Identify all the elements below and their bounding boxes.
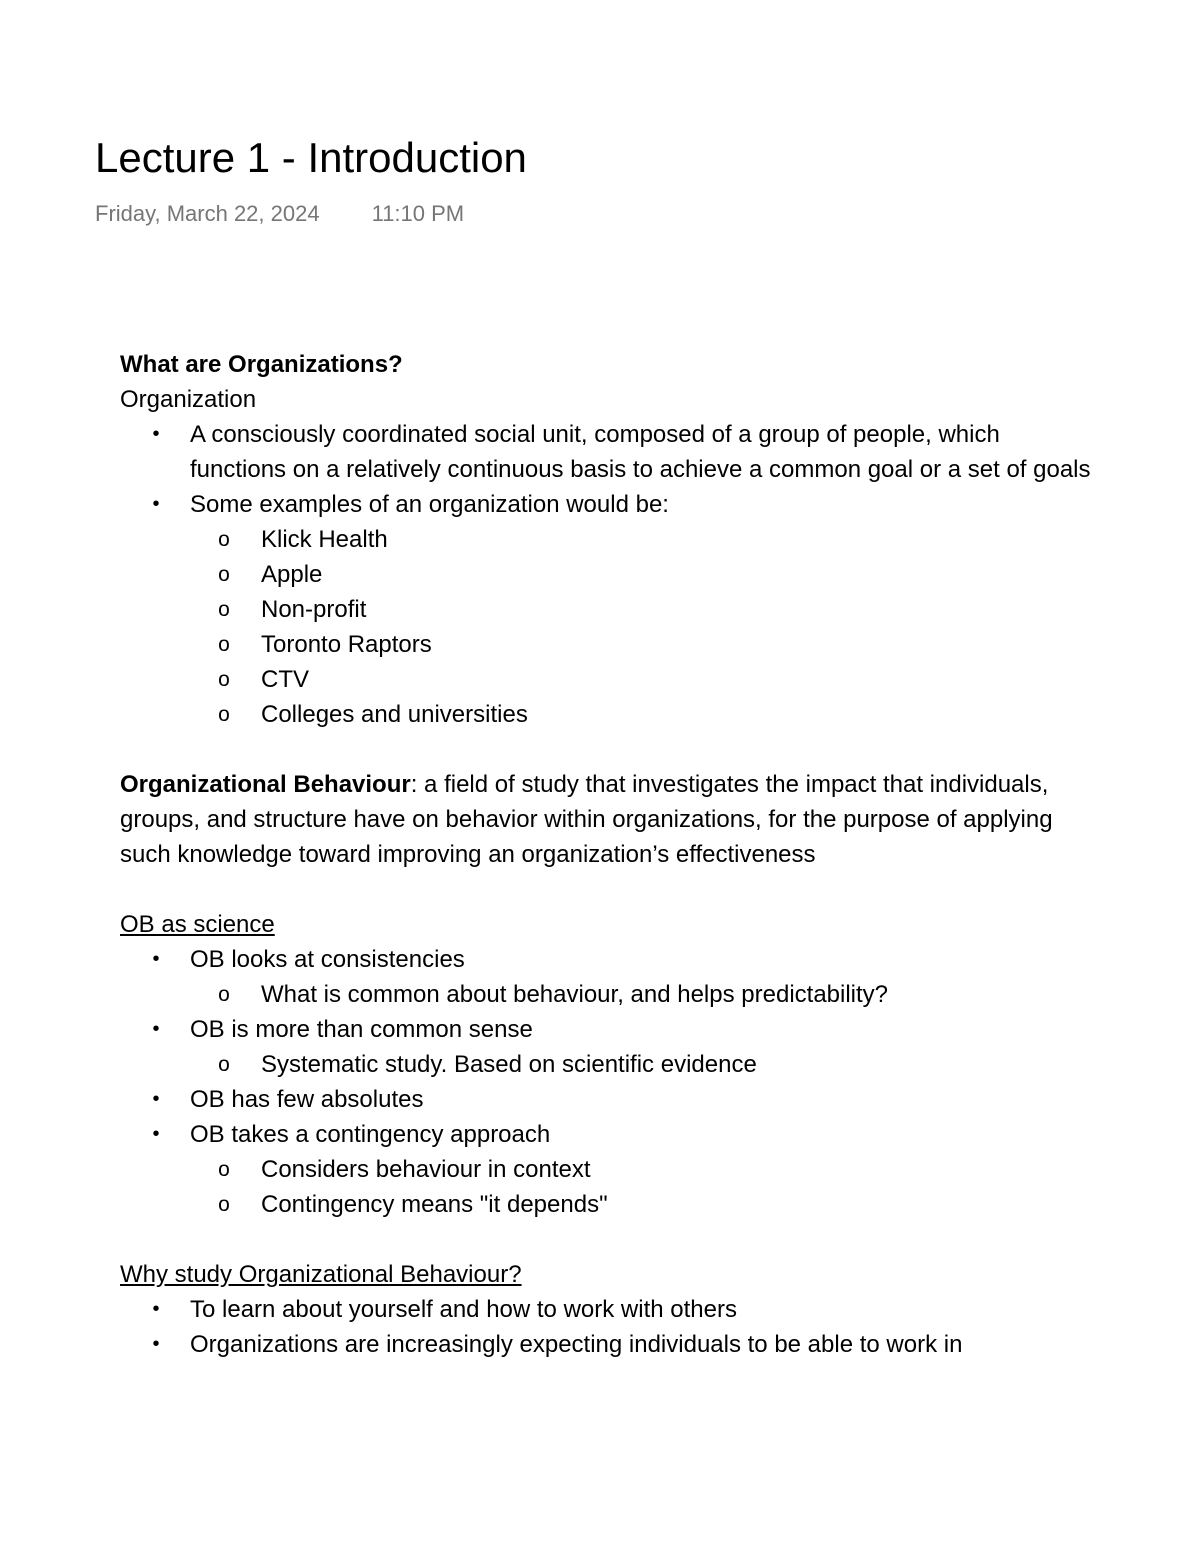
sub-list-item	[120, 557, 1100, 592]
list-item	[120, 1117, 1100, 1152]
sub-list-item-text: What is common about behaviour, and helps predictability?	[261, 981, 889, 1008]
sub-list-item	[120, 592, 1100, 627]
sub-list-item	[120, 1047, 1100, 1082]
definition-paragraph	[120, 767, 1100, 872]
page-time: 11:10 PM	[371, 201, 465, 226]
page-title: Lecture 1 - Introduction	[95, 134, 527, 181]
note-body	[120, 347, 1100, 1362]
list-item-text: OB is more than common sense	[190, 1016, 533, 1043]
sub-bullet-icon: o	[218, 563, 230, 586]
sub-list-item-text: Apple	[261, 561, 323, 588]
sub-list-item	[120, 1152, 1100, 1187]
sub-bullet-icon: o	[218, 598, 230, 621]
bullet-icon: •	[152, 948, 160, 970]
sub-list-item	[120, 977, 1100, 1012]
list-item-text: OB has few absolutes	[190, 1086, 424, 1113]
sub-list-item-text: Systematic study. Based on scientific evidence	[261, 1051, 757, 1078]
list-item	[120, 487, 1100, 522]
list-item-text: To learn about yourself and how to work with others	[190, 1296, 737, 1323]
sub-bullet-icon: o	[218, 668, 230, 691]
bullet-icon: •	[152, 493, 160, 515]
list-item	[120, 417, 1100, 487]
list-item-text: A consciously coordinated social unit, composed of a group of people, which functions on a relatively continuous basis to achieve a common goal or a set of goals	[190, 421, 1091, 483]
page-meta	[95, 198, 464, 230]
list-item-text: OB takes a contingency approach	[190, 1121, 551, 1148]
definition-term: Organizational Behaviour	[120, 771, 411, 798]
sub-bullet-icon: o	[218, 703, 230, 726]
list-item-text: OB looks at consistencies	[190, 946, 465, 973]
spacer	[120, 732, 1100, 767]
bullet-icon: •	[152, 1018, 160, 1040]
sub-list-item-text: Non-profit	[261, 596, 367, 623]
sub-list-item-text: Colleges and universities	[261, 701, 528, 728]
sub-bullet-icon: o	[218, 528, 230, 551]
bullet-icon: •	[152, 1123, 160, 1145]
sub-bullet-icon: o	[218, 633, 230, 656]
organization-bullet-list	[120, 417, 1100, 732]
definition-text: : a field of study that investigates the impact that individuals, groups, and structure have on behavior within organizations, for the purpose of applying such knowledge toward improving an organization’s effectiveness	[120, 771, 1053, 868]
list-item	[120, 1327, 1100, 1362]
list-item-text: Some examples of an organization would be:	[190, 491, 669, 518]
sub-bullet-icon: o	[218, 1158, 230, 1181]
term-organization: Organization	[120, 386, 257, 413]
section-heading-why-study: Why study Organizational Behaviour?	[120, 1261, 522, 1288]
bullet-icon: •	[152, 1333, 160, 1355]
list-item	[120, 1012, 1100, 1047]
list-item	[120, 942, 1100, 977]
section-heading-ob-science: OB as science	[120, 911, 275, 938]
sub-bullet-icon: o	[218, 983, 230, 1006]
list-item-text: Organizations are increasingly expecting individuals to be able to work in	[190, 1331, 963, 1358]
sub-list-item-text: Klick Health	[261, 526, 388, 553]
sub-list-item	[120, 697, 1100, 732]
section-heading-organizations: What are Organizations?	[120, 351, 403, 378]
sub-list-item-text: Considers behaviour in context	[261, 1156, 591, 1183]
sub-list-item	[120, 627, 1100, 662]
bullet-icon: •	[152, 423, 160, 445]
sub-list-item	[120, 662, 1100, 697]
bullet-icon: •	[152, 1088, 160, 1110]
list-item	[120, 1292, 1100, 1327]
sub-list-item-text: Contingency means "it depends"	[261, 1191, 608, 1218]
sub-bullet-icon: o	[218, 1193, 230, 1216]
list-item	[120, 1082, 1100, 1117]
sub-bullet-icon: o	[218, 1053, 230, 1076]
sub-list-item	[120, 522, 1100, 557]
ob-science-list	[120, 942, 1100, 1222]
sub-list-item	[120, 1187, 1100, 1222]
bullet-icon: •	[152, 1298, 160, 1320]
spacer	[120, 1222, 1100, 1257]
why-study-list	[120, 1292, 1100, 1362]
page-date: Friday, March 22, 2024	[95, 201, 320, 226]
sub-list-item-text: Toronto Raptors	[261, 631, 432, 658]
sub-list-item-text: CTV	[261, 666, 309, 693]
spacer	[120, 872, 1100, 907]
